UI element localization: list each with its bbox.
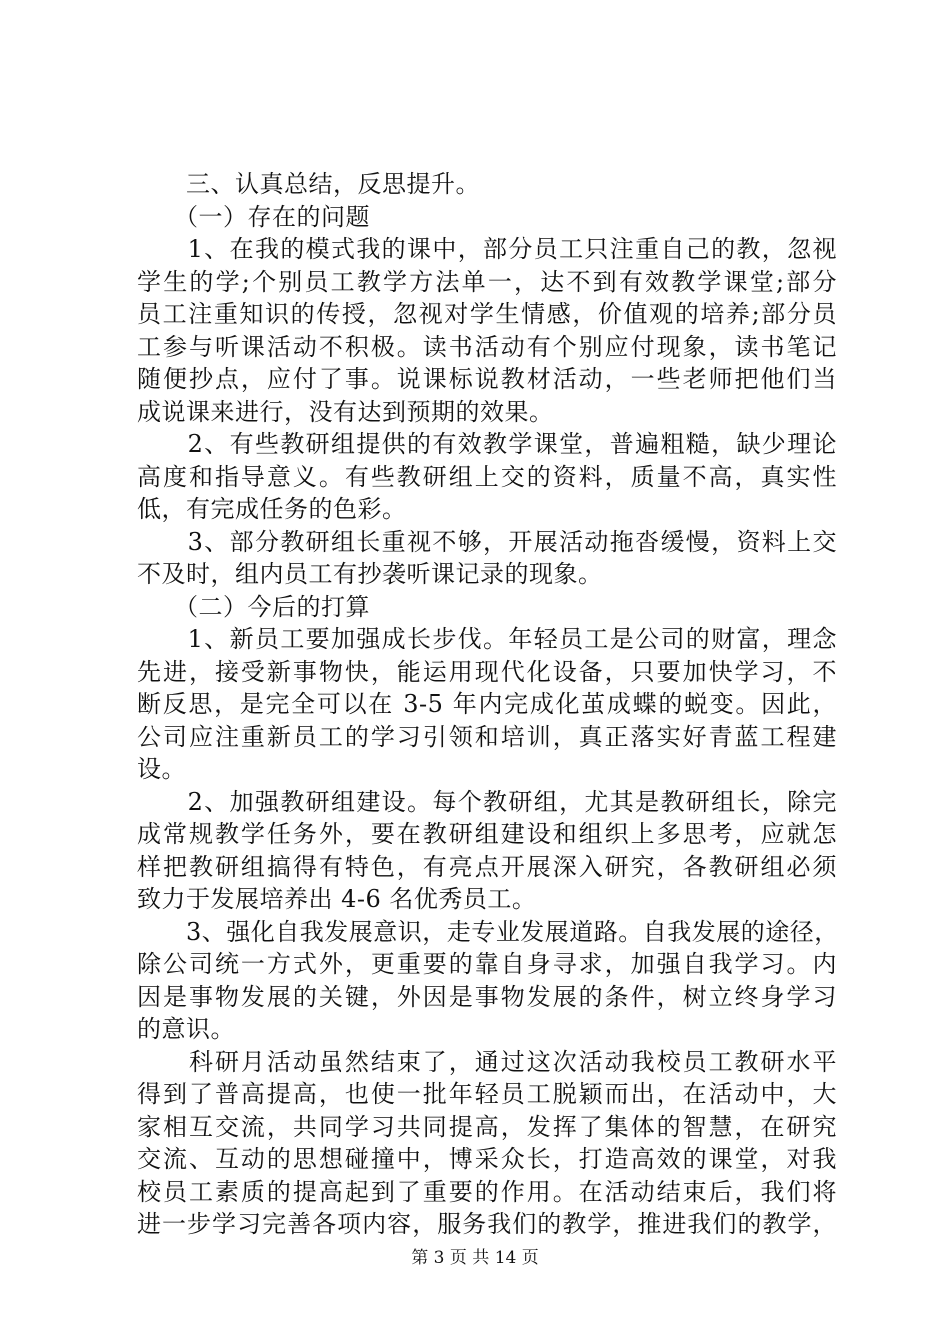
text-line: 校员工素质的提高起到了重要的作用。在活动结束后，我们将 xyxy=(137,1177,837,1206)
text-line: 的意识。 xyxy=(137,1015,235,1043)
text-line: 成常规教学任务外，要在教研组建设和组织上多思考，应就怎 xyxy=(137,820,837,848)
text-line: 员工注重知识的传授，忽视对学生情感，价值观的培养;部分员 xyxy=(137,300,837,328)
text-line: 1、新员工要加强成长步伐。年轻员工是公司的财富，理念 xyxy=(137,625,837,653)
text-line: 进一步学习完善各项内容，服务我们的教学，推进我们的教学， xyxy=(137,1210,837,1238)
text-line: 随便抄点，应付了事。说课标说教材活动，一些老师把他们当 xyxy=(137,365,837,393)
text-line: 样把教研组搞得有特色，有亮点开展深入研究，各教研组必须 xyxy=(137,852,837,881)
text-line: 低，有完成任务的色彩。 xyxy=(137,495,407,523)
text-line: 科研月活动虽然结束了，通过这次活动我校员工教研水平 xyxy=(137,1047,837,1076)
text-line: （二）今后的打算 xyxy=(137,592,370,621)
page-number-label: 第 3 页 共 14 页 xyxy=(411,1248,539,1268)
text-line: 公司应注重新员工的学习引领和培训，真正落实好青蓝工程建 xyxy=(137,722,837,751)
text-line: 得到了普高提高，也使一批年轻员工脱颖而出，在活动中，大 xyxy=(137,1080,837,1108)
text-line: 三、认真总结，反思提升。 xyxy=(137,170,480,198)
text-line: 设。 xyxy=(137,755,186,783)
text-line: 2、有些教研组提供的有效教学课堂，普遍粗糙，缺少理论 xyxy=(137,430,837,458)
text-line: 2、加强教研组建设。每个教研组，尤其是教研组长，除完 xyxy=(137,787,837,816)
text-line: 断反思，是完全可以在 3-5 年内完成化茧成蝶的蜕变。因此， xyxy=(137,690,837,718)
text-line: 工参与听课活动不积极。读书活动有个别应付现象，读书笔记 xyxy=(137,332,837,361)
text-line: 先进，接受新事物快，能运用现代化设备，只要加快学习，不 xyxy=(137,657,837,686)
text-line: 3、部分教研组长重视不够，开展活动拖沓缓慢，资料上交 xyxy=(137,527,837,556)
text-line: 除公司统一方式外，更重要的靠自身寻求，加强自我学习。内 xyxy=(137,950,837,978)
text-line: 学生的学;个别员工教学方法单一，达不到有效教学课堂;部分 xyxy=(137,267,837,296)
text-line: 高度和指导意义。有些教研组上交的资料，质量不高，真实性 xyxy=(137,462,837,491)
page-footer xyxy=(0,1243,950,1268)
text-line: 家相互交流，共同学习共同提高，发挥了集体的智慧，在研究 xyxy=(137,1112,837,1141)
text-line: 交流、互动的思想碰撞中，博采众长，打造高效的课堂，对我 xyxy=(137,1145,837,1173)
text-line: 成说课来进行，没有达到预期的效果。 xyxy=(137,397,554,426)
text-line: 3、强化自我发展意识，走专业发展道路。自我发展的途径， xyxy=(137,917,839,946)
text-line: 致力于发展培养出 4-6 名优秀员工。 xyxy=(137,885,537,913)
text-line: 1、在我的模式我的课中，部分员工只注重自己的教，忽视 xyxy=(137,235,837,263)
document-body xyxy=(137,168,837,1241)
text-line: 因是事物发展的关键，外因是事物发展的条件，树立终身学习 xyxy=(137,982,837,1011)
text-line: （一）存在的问题 xyxy=(137,202,370,231)
text-line: 不及时，组内员工有抄袭听课记录的现象。 xyxy=(137,560,603,588)
